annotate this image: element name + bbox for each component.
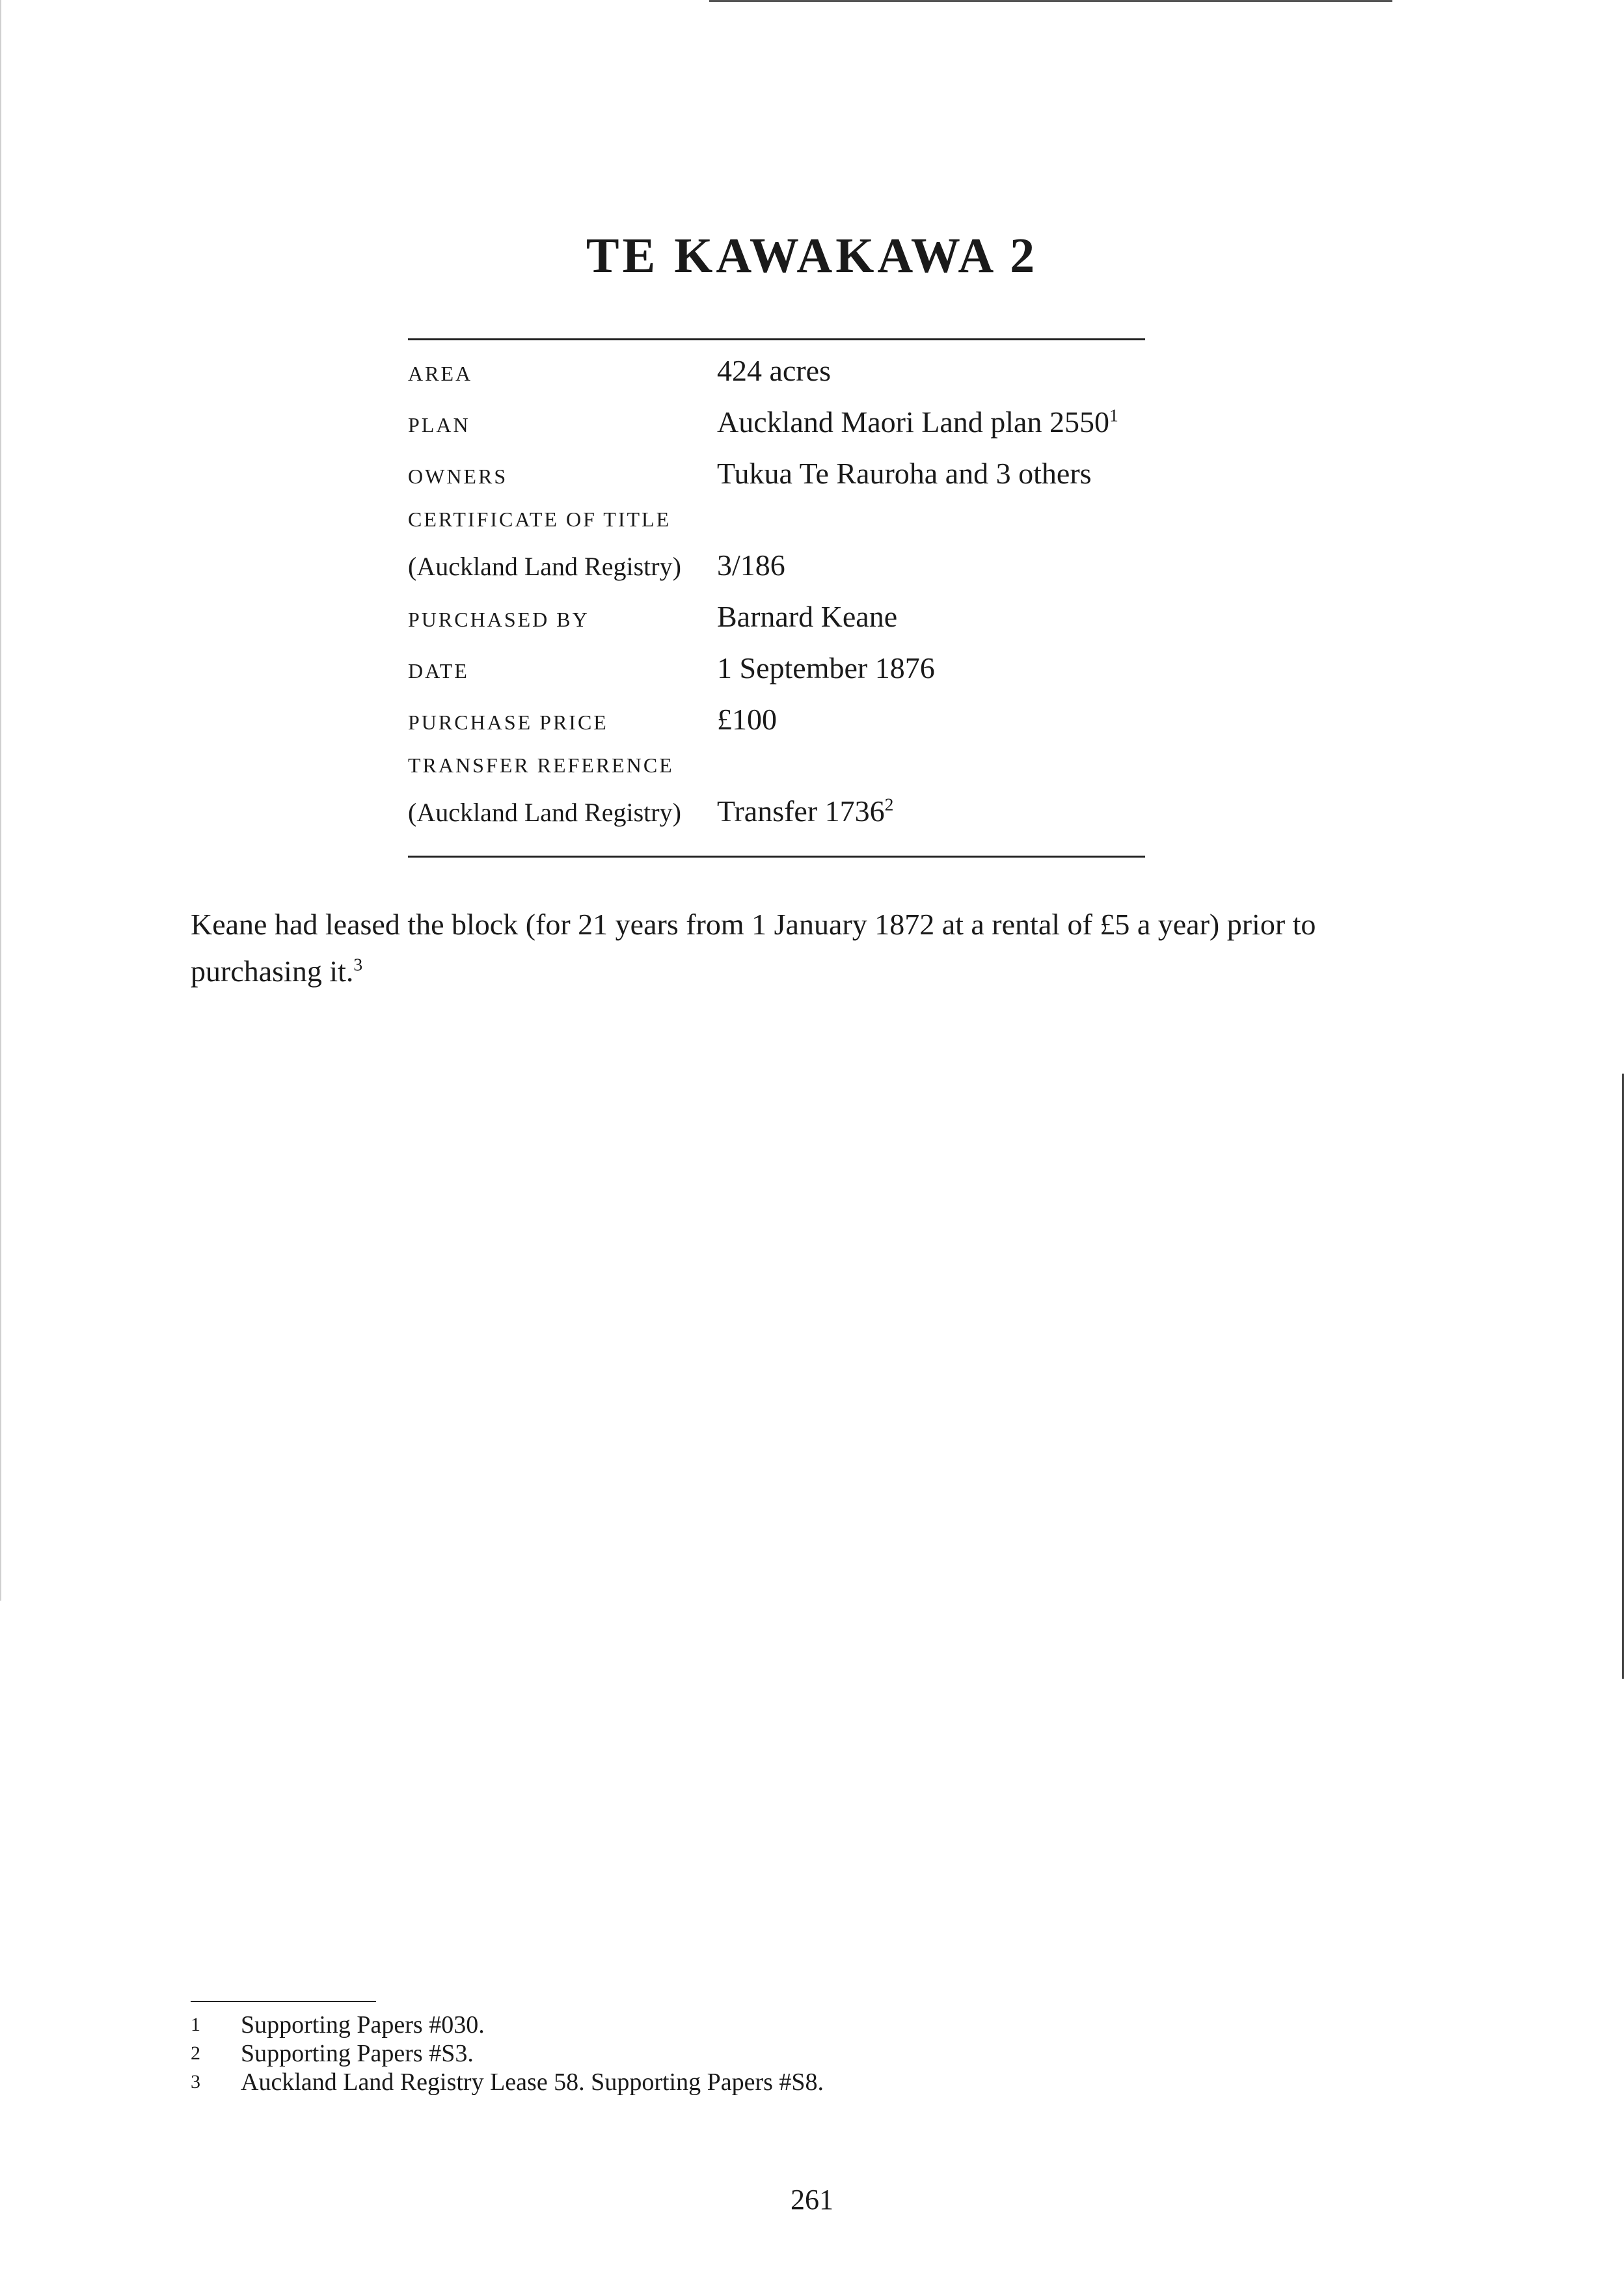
transfer-label: TRANSFER REFERENCE (408, 753, 674, 777)
purchase-price-value: £100 (717, 703, 777, 736)
footnote-text: Supporting Papers #030. (241, 2011, 485, 2039)
area-label: AREA (408, 362, 473, 385)
page-title: TE KAWAKAWA 2 (586, 228, 1038, 283)
purchase-price-row (408, 702, 1145, 753)
plan-row (408, 405, 1145, 456)
footnote-number: 3 (191, 2071, 200, 2093)
plan-value: Auckland Maori Land plan 2550 (717, 405, 1109, 439)
footnote-ref-3: 3 (353, 954, 363, 975)
footnote-item (191, 2011, 1232, 2039)
footnote-item (191, 2068, 1232, 2096)
footnote-text: Auckland Land Registry Lease 58. Supporting Papers #S8. (241, 2068, 824, 2096)
date-label: DATE (408, 659, 469, 683)
area-row (408, 353, 1145, 405)
certificate-registry: (Auckland Land Registry) (408, 552, 681, 581)
transfer-registry: (Auckland Land Registry) (408, 798, 681, 827)
transfer-row (408, 753, 1145, 845)
footnote-number: 1 (191, 2014, 200, 2035)
footnote-ref-2: 2 (884, 794, 894, 815)
plan-value-wrap (717, 405, 1118, 439)
footnote-text: Supporting Papers #S3. (241, 2040, 474, 2067)
purchased-by-row (408, 599, 1145, 651)
footnote-item (191, 2039, 1232, 2068)
footnote-ref-1: 1 (1109, 405, 1118, 426)
top-rule (709, 0, 1392, 2)
transfer-label-line (408, 753, 1145, 794)
owners-value: Tukua Te Rauroha and 3 others (717, 457, 1092, 490)
block-info-table (408, 338, 1145, 858)
date-row (408, 651, 1145, 702)
date-value: 1 September 1876 (717, 651, 935, 685)
certificate-label-line (408, 508, 1145, 548)
owners-label: OWNERS (408, 465, 508, 488)
purchased-by-label: PURCHASED BY (408, 608, 589, 631)
footnotes (191, 2011, 1232, 2096)
purchase-price-label: PURCHASE PRICE (408, 711, 608, 734)
transfer-value-wrap (717, 794, 893, 828)
certificate-value-line (408, 548, 1145, 599)
purchased-by-value: Barnard Keane (717, 600, 898, 633)
body-paragraph (191, 901, 1433, 995)
footnote-number: 2 (191, 2042, 200, 2064)
area-value: 424 acres (717, 354, 831, 387)
footnote-rule (191, 2001, 376, 2002)
page-number: 261 (791, 2184, 833, 2216)
transfer-value-line (408, 794, 1145, 845)
certificate-value: 3/186 (717, 549, 785, 582)
body-text: Keane had leased the block (for 21 years from 1 January 1872 at a rental of £5 a year) prior to purchasing it. (191, 908, 1316, 988)
transfer-value: Transfer 1736 (717, 794, 885, 828)
certificate-row (408, 508, 1145, 599)
owners-row (408, 456, 1145, 508)
plan-label: PLAN (408, 413, 470, 437)
certificate-label: CERTIFICATE OF TITLE (408, 508, 671, 531)
